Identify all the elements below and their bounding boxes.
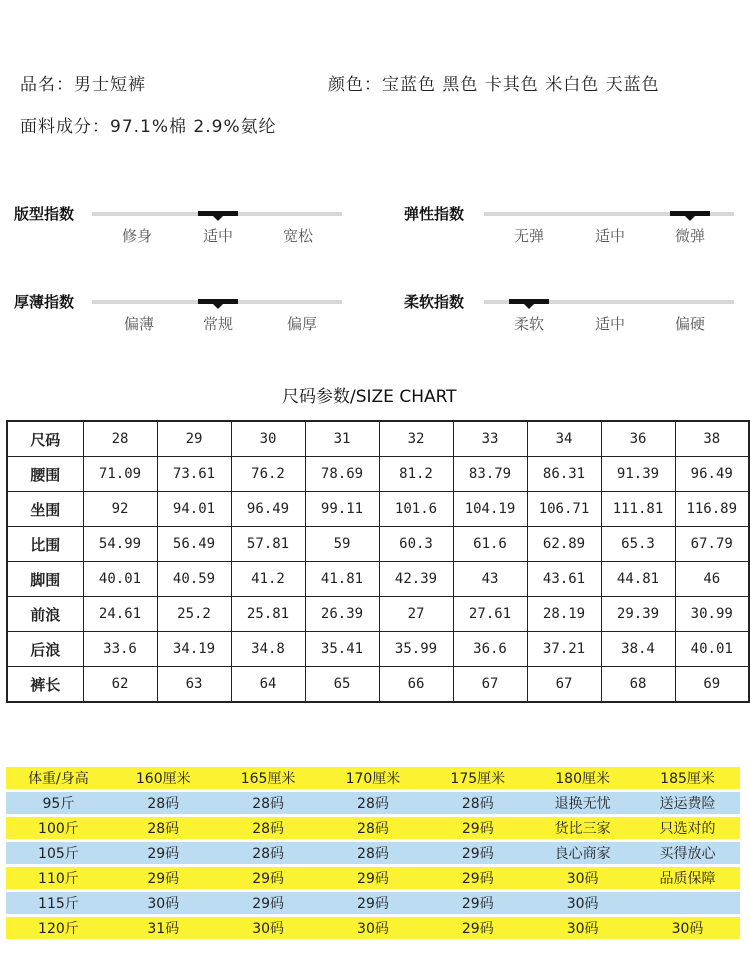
weight-size-cell xyxy=(635,892,740,914)
scale-title: 版型指数 xyxy=(14,205,75,223)
weight-size-cell: 29码 xyxy=(111,867,216,889)
product-fabric: 面料成分：97.1%棉 2.9%氨纶 xyxy=(20,117,277,137)
size-cell: 27 xyxy=(379,597,453,632)
size-cell: 104.19 xyxy=(453,492,527,527)
size-cell: 116.89 xyxy=(675,492,749,527)
size-cell: 34.19 xyxy=(157,632,231,667)
weight-size-cell: 30码 xyxy=(216,917,321,939)
size-row-label: 脚围 xyxy=(7,562,83,597)
weight-size-cell: 29码 xyxy=(425,842,530,864)
weight-size-cell: 28码 xyxy=(111,817,216,839)
weight-row xyxy=(6,817,740,839)
size-cell: 43 xyxy=(453,562,527,597)
scale-label: 偏薄 xyxy=(123,315,155,333)
weight-size-cell: 29码 xyxy=(425,867,530,889)
size-cell: 96.49 xyxy=(231,492,305,527)
scale-marker xyxy=(509,299,549,304)
size-cell: 25.2 xyxy=(157,597,231,632)
size-cell: 73.61 xyxy=(157,457,231,492)
weight-label-cell: 120斤 xyxy=(6,917,111,939)
size-row-label: 裤长 xyxy=(7,667,83,703)
weight-header-cell: 体重/身高 xyxy=(6,767,111,789)
weight-row xyxy=(6,892,740,914)
size-cell: 71.09 xyxy=(83,457,157,492)
weight-size-cell: 29码 xyxy=(425,892,530,914)
size-cell: 101.6 xyxy=(379,492,453,527)
scale-title: 弹性指数 xyxy=(404,205,465,223)
weight-size-cell: 28码 xyxy=(216,792,321,814)
weight-size-cell: 28码 xyxy=(321,817,426,839)
size-row-label: 坐围 xyxy=(7,492,83,527)
scale-marker xyxy=(670,211,710,216)
weight-size-cell: 30码 xyxy=(111,892,216,914)
scale-marker xyxy=(198,211,238,216)
size-cell: 92 xyxy=(83,492,157,527)
size-cell: 56.49 xyxy=(157,527,231,562)
weight-height-table xyxy=(6,764,740,942)
weight-size-cell: 买得放心 xyxy=(635,842,740,864)
size-cell: 24.61 xyxy=(83,597,157,632)
weight-size-cell: 货比三家 xyxy=(530,817,635,839)
size-cell: 40.01 xyxy=(675,632,749,667)
size-cell: 34.8 xyxy=(231,632,305,667)
size-cell: 36 xyxy=(601,421,675,457)
weight-size-cell: 28码 xyxy=(321,792,426,814)
size-cell: 38.4 xyxy=(601,632,675,667)
size-cell: 67.79 xyxy=(675,527,749,562)
scale-label: 适中 xyxy=(202,227,234,245)
size-cell: 94.01 xyxy=(157,492,231,527)
size-row xyxy=(7,492,749,527)
product-colors: 颜色：宝蓝色 黑色 卡其色 米白色 天蓝色 xyxy=(328,75,660,95)
size-row xyxy=(7,527,749,562)
size-cell: 28.19 xyxy=(527,597,601,632)
size-cell: 67 xyxy=(453,667,527,703)
weight-size-cell: 30码 xyxy=(635,917,740,939)
size-cell: 91.39 xyxy=(601,457,675,492)
weight-row xyxy=(6,917,740,939)
size-cell: 57.81 xyxy=(231,527,305,562)
weight-header-cell: 180厘米 xyxy=(530,767,635,789)
size-cell: 65 xyxy=(305,667,379,703)
weight-label-cell: 115斤 xyxy=(6,892,111,914)
weight-size-cell: 30码 xyxy=(530,867,635,889)
scale-label: 常规 xyxy=(202,315,234,333)
weight-size-cell: 29码 xyxy=(216,867,321,889)
size-cell: 60.3 xyxy=(379,527,453,562)
weight-header-cell: 185厘米 xyxy=(635,767,740,789)
size-row xyxy=(7,562,749,597)
weight-size-cell: 良心商家 xyxy=(530,842,635,864)
size-cell: 62.89 xyxy=(527,527,601,562)
size-cell: 25.81 xyxy=(231,597,305,632)
size-cell: 68 xyxy=(601,667,675,703)
size-row xyxy=(7,632,749,667)
weight-size-cell: 29码 xyxy=(111,842,216,864)
size-cell: 33.6 xyxy=(83,632,157,667)
size-cell: 96.49 xyxy=(675,457,749,492)
size-cell: 33 xyxy=(453,421,527,457)
weight-header-cell: 165厘米 xyxy=(216,767,321,789)
size-row-label: 比围 xyxy=(7,527,83,562)
size-cell: 65.3 xyxy=(601,527,675,562)
size-cell: 35.99 xyxy=(379,632,453,667)
size-cell: 31 xyxy=(305,421,379,457)
size-row-label: 尺码 xyxy=(7,421,83,457)
product-name: 品名：男士短裤 xyxy=(20,75,146,95)
scale-label: 偏硬 xyxy=(674,315,706,333)
weight-size-cell: 29码 xyxy=(321,892,426,914)
weight-row xyxy=(6,867,740,889)
weight-header-cell: 170厘米 xyxy=(321,767,426,789)
size-row xyxy=(7,597,749,632)
size-cell: 62 xyxy=(83,667,157,703)
size-cell: 78.69 xyxy=(305,457,379,492)
weight-header-cell: 175厘米 xyxy=(425,767,530,789)
size-row-label: 腰围 xyxy=(7,457,83,492)
size-cell: 37.21 xyxy=(527,632,601,667)
size-cell: 30 xyxy=(231,421,305,457)
size-cell: 44.81 xyxy=(601,562,675,597)
weight-size-cell: 28码 xyxy=(216,817,321,839)
scale-label: 适中 xyxy=(594,227,626,245)
size-cell: 38 xyxy=(675,421,749,457)
size-row-label: 后浪 xyxy=(7,632,83,667)
size-cell: 59 xyxy=(305,527,379,562)
weight-size-cell: 送运费险 xyxy=(635,792,740,814)
size-cell: 106.71 xyxy=(527,492,601,527)
weight-size-cell: 29码 xyxy=(425,917,530,939)
scale-title: 柔软指数 xyxy=(404,293,465,311)
weight-header-cell: 160厘米 xyxy=(111,767,216,789)
size-cell: 81.2 xyxy=(379,457,453,492)
weight-size-cell: 29码 xyxy=(321,867,426,889)
size-cell: 63 xyxy=(157,667,231,703)
size-cell: 54.99 xyxy=(83,527,157,562)
size-cell: 30.99 xyxy=(675,597,749,632)
size-cell: 111.81 xyxy=(601,492,675,527)
weight-label-cell: 105斤 xyxy=(6,842,111,864)
size-cell: 99.11 xyxy=(305,492,379,527)
weight-size-cell: 28码 xyxy=(321,842,426,864)
size-cell: 28 xyxy=(83,421,157,457)
size-cell: 40.59 xyxy=(157,562,231,597)
size-cell: 76.2 xyxy=(231,457,305,492)
scale-title: 厚薄指数 xyxy=(14,293,75,311)
size-chart-table xyxy=(6,420,750,703)
scale-label: 微弹 xyxy=(674,227,706,245)
scale-marker xyxy=(198,299,238,304)
weight-size-cell: 28码 xyxy=(216,842,321,864)
size-cell: 29.39 xyxy=(601,597,675,632)
size-cell: 67 xyxy=(527,667,601,703)
size-cell: 36.6 xyxy=(453,632,527,667)
size-cell: 29 xyxy=(157,421,231,457)
size-cell: 34 xyxy=(527,421,601,457)
size-cell: 66 xyxy=(379,667,453,703)
size-cell: 27.61 xyxy=(453,597,527,632)
size-row xyxy=(7,667,749,703)
scale-label: 适中 xyxy=(594,315,626,333)
weight-size-cell: 29码 xyxy=(216,892,321,914)
weight-size-cell: 28码 xyxy=(111,792,216,814)
size-cell: 26.39 xyxy=(305,597,379,632)
size-cell: 61.6 xyxy=(453,527,527,562)
size-row xyxy=(7,421,749,457)
weight-label-cell: 110斤 xyxy=(6,867,111,889)
size-cell: 41.2 xyxy=(231,562,305,597)
weight-size-cell: 只选对的 xyxy=(635,817,740,839)
size-cell: 40.01 xyxy=(83,562,157,597)
scale-label: 柔软 xyxy=(513,315,545,333)
size-cell: 35.41 xyxy=(305,632,379,667)
size-row xyxy=(7,457,749,492)
scale-label: 无弹 xyxy=(513,227,545,245)
weight-header-row xyxy=(6,767,740,789)
size-cell: 46 xyxy=(675,562,749,597)
size-cell: 42.39 xyxy=(379,562,453,597)
size-cell: 32 xyxy=(379,421,453,457)
weight-label-cell: 95斤 xyxy=(6,792,111,814)
size-cell: 43.61 xyxy=(527,562,601,597)
weight-size-cell: 29码 xyxy=(425,817,530,839)
size-cell: 83.79 xyxy=(453,457,527,492)
weight-size-cell: 30码 xyxy=(530,917,635,939)
weight-size-cell: 28码 xyxy=(425,792,530,814)
size-cell: 86.31 xyxy=(527,457,601,492)
weight-size-cell: 30码 xyxy=(321,917,426,939)
scale-label: 宽松 xyxy=(282,227,314,245)
scale-label: 偏厚 xyxy=(286,315,318,333)
weight-size-cell: 退换无忧 xyxy=(530,792,635,814)
size-cell: 69 xyxy=(675,667,749,703)
size-row-label: 前浪 xyxy=(7,597,83,632)
weight-size-cell: 31码 xyxy=(111,917,216,939)
weight-row xyxy=(6,792,740,814)
size-cell: 64 xyxy=(231,667,305,703)
scale-label: 修身 xyxy=(121,227,153,245)
weight-size-cell: 30码 xyxy=(530,892,635,914)
weight-row xyxy=(6,842,740,864)
weight-size-cell: 品质保障 xyxy=(635,867,740,889)
weight-label-cell: 100斤 xyxy=(6,817,111,839)
size-chart-title: 尺码参数/SIZE CHART xyxy=(282,387,457,407)
size-cell: 41.81 xyxy=(305,562,379,597)
